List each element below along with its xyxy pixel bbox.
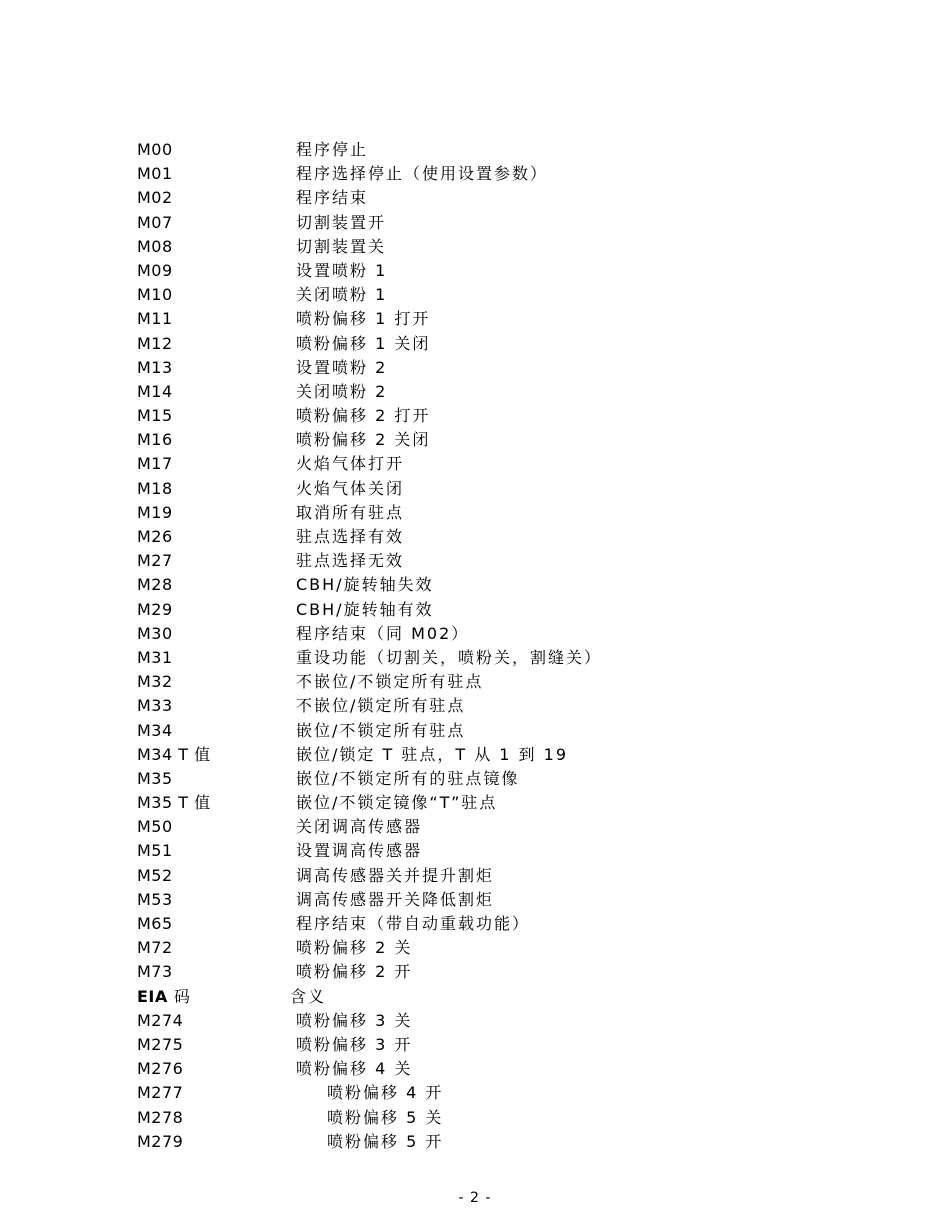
code-row (137, 767, 877, 791)
meaning-cell: 设置调高传感器 (296, 841, 423, 861)
code-cell: M33 (137, 696, 173, 716)
code-cell: M35 T 值 (137, 793, 211, 813)
meaning-cell: 火焰气体打开 (296, 454, 405, 474)
code-row (137, 573, 877, 597)
meaning-cell: 程序结束（同 M02） (296, 623, 470, 643)
code-row (137, 694, 877, 718)
code-row (137, 162, 877, 186)
code-cell: M32 (137, 672, 173, 692)
code-cell: M30 (137, 623, 173, 643)
meaning-cell: 嵌位/锁定 T 驻点，T 从 1 到 19 (296, 744, 568, 764)
code-cell: M28 (137, 575, 173, 595)
code-cell: M02 (137, 188, 173, 208)
code-row (137, 960, 877, 984)
meaning-cell: 切割装置关 (296, 236, 387, 256)
meaning-cell: 喷粉偏移 2 关 (296, 938, 413, 958)
code-cell: M34 T 值 (137, 744, 211, 764)
code-row (137, 356, 877, 380)
meaning-cell: 喷粉偏移 2 关闭 (296, 430, 431, 450)
code-row (137, 1081, 877, 1105)
meaning-cell: CBH/旋转轴失效 (296, 575, 434, 595)
code-row (137, 1106, 877, 1130)
code-cell: M00 (137, 140, 173, 159)
code-cell: M35 (137, 768, 173, 788)
meaning-cell: 嵌位/不锁定所有驻点 (296, 720, 466, 740)
meaning-cell: 喷粉偏移 3 开 (296, 1034, 413, 1054)
meaning-cell: 喷粉偏移 2 打开 (296, 406, 431, 426)
code-label: 码 (173, 986, 191, 1006)
code-cell: M65 (137, 914, 173, 933)
code-cell: M51 (137, 841, 173, 861)
code-cell: M278 (137, 1107, 184, 1127)
code-row (137, 404, 877, 428)
meaning-cell: 切割装置开 (296, 212, 387, 232)
code-row (137, 501, 877, 525)
meaning-cell: 喷粉偏移 1 打开 (296, 309, 431, 329)
code-row (137, 332, 877, 356)
meaning-cell: 喷粉偏移 2 开 (296, 962, 413, 982)
m-code-list (137, 138, 877, 1154)
code-cell: M275 (137, 1034, 184, 1054)
meaning-cell: 程序结束（带自动重载功能） (296, 914, 531, 933)
code-row (137, 1130, 877, 1154)
code-cell: M50 (137, 817, 173, 837)
code-cell: M277 (137, 1083, 184, 1103)
code-row (137, 186, 877, 210)
code-row (137, 598, 877, 622)
meaning-cell: 程序结束 (296, 188, 369, 208)
code-cell: M14 (137, 381, 173, 401)
code-cell: M01 (137, 164, 173, 184)
meaning-cell: 设置喷粉 2 (296, 357, 388, 377)
meaning-cell: 调高传感器开关降低割炬 (296, 889, 495, 909)
code-row (137, 525, 877, 549)
code-row (137, 888, 877, 912)
code-row (137, 452, 877, 476)
code-row (137, 477, 877, 501)
code-row (137, 839, 877, 863)
code-cell: M09 (137, 260, 173, 280)
meaning-cell: 驻点选择无效 (296, 551, 405, 571)
meaning-cell: 喷粉偏移 5 开 (327, 1131, 444, 1151)
code-cell: M52 (137, 865, 173, 885)
meaning-cell: CBH/旋转轴有效 (296, 599, 434, 619)
meaning-cell: 不嵌位/锁定所有驻点 (296, 696, 466, 716)
meaning-cell: 喷粉偏移 5 关 (327, 1107, 444, 1127)
code-row (137, 259, 877, 283)
code-cell: M29 (137, 599, 173, 619)
code-cell: M18 (137, 478, 173, 498)
meaning-cell: 驻点选择有效 (296, 527, 405, 546)
code-cell: M16 (137, 430, 173, 450)
code-row (137, 549, 877, 573)
code-row (137, 235, 877, 259)
meaning-cell: 关闭调高传感器 (296, 817, 423, 837)
code-cell: M08 (137, 236, 173, 256)
meaning-cell: 重设功能（切割关，喷粉关，割缝关） (296, 647, 603, 667)
code-row (137, 912, 877, 936)
code-row (137, 380, 877, 404)
code-cell: M13 (137, 357, 173, 377)
code-row (137, 791, 877, 815)
code-row (137, 307, 877, 331)
eia-code-heading (137, 985, 190, 1009)
meaning-cell: 嵌位/不锁定所有的驻点镜像 (296, 768, 520, 788)
code-row (137, 815, 877, 839)
meaning-cell: 调高传感器关并提升割炬 (296, 865, 495, 885)
code-row (137, 743, 877, 767)
meaning-cell: 程序选择停止（使用设置参数） (296, 164, 549, 184)
code-row (137, 670, 877, 694)
code-cell: M10 (137, 285, 173, 305)
meaning-cell: 设置喷粉 1 (296, 260, 388, 280)
code-cell: M34 (137, 720, 173, 740)
code-cell: M73 (137, 962, 173, 982)
meaning-cell: 不嵌位/不锁定所有驻点 (296, 672, 484, 692)
code-cell: M15 (137, 406, 173, 426)
meaning-cell: 喷粉偏移 3 关 (296, 1010, 413, 1030)
code-cell: M279 (137, 1131, 184, 1151)
code-row (137, 1009, 877, 1033)
code-cell: M07 (137, 212, 173, 232)
code-row (137, 283, 877, 307)
code-cell: M12 (137, 333, 173, 353)
eia-label: EIA (137, 986, 168, 1006)
code-cell: M31 (137, 647, 173, 667)
meaning-cell: 关闭喷粉 1 (296, 285, 388, 305)
code-cell: M274 (137, 1010, 184, 1030)
meaning-cell: 程序停止 (296, 140, 369, 159)
code-cell: M26 (137, 527, 173, 546)
code-row (137, 211, 877, 235)
meaning-cell: 喷粉偏移 4 开 (327, 1083, 444, 1103)
code-row (137, 864, 877, 888)
code-row (137, 138, 877, 162)
page-number: - 2 - (458, 1190, 492, 1206)
meaning-cell: 火焰气体关闭 (296, 478, 405, 498)
code-row (137, 1057, 877, 1081)
code-row (137, 622, 877, 646)
meaning-heading: 含义 (290, 986, 327, 1006)
code-cell: M27 (137, 551, 173, 571)
code-cell: M19 (137, 502, 173, 522)
code-row (137, 719, 877, 743)
code-cell: M276 (137, 1059, 184, 1079)
meaning-cell: 喷粉偏移 1 关闭 (296, 333, 431, 353)
code-cell: M72 (137, 938, 173, 958)
meaning-cell: 关闭喷粉 2 (296, 381, 388, 401)
code-row (137, 1033, 877, 1057)
eia-header-row (137, 985, 877, 1009)
code-row (137, 428, 877, 452)
code-row (137, 646, 877, 670)
meaning-cell: 取消所有驻点 (296, 502, 405, 522)
meaning-cell: 嵌位/不锁定镜像“T”驻点 (296, 793, 498, 813)
meaning-cell: 喷粉偏移 4 关 (296, 1059, 413, 1079)
code-row (137, 936, 877, 960)
code-cell: M17 (137, 454, 173, 474)
code-cell: M53 (137, 889, 173, 909)
code-cell: M11 (137, 309, 173, 329)
